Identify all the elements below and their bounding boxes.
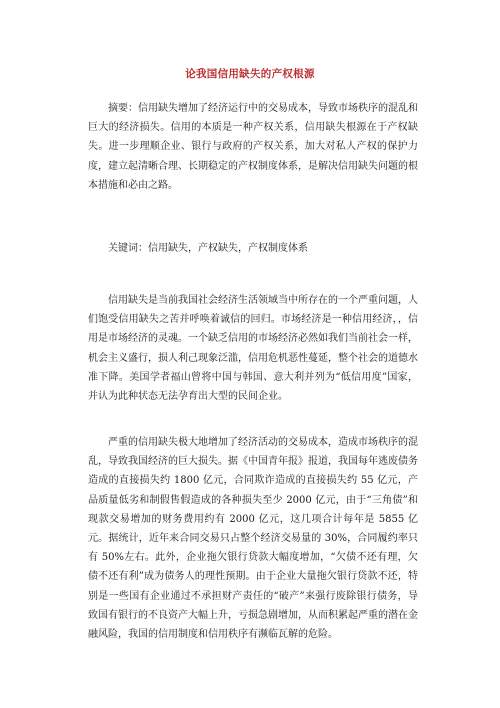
body-paragraph-2: 严重的信用缺失极大地增加了经济活动的交易成本，造成市场秩序的混乱，导致我国经济的巨大损失。据《中国青年报》报道，我国每年逃废债务造成的直接损失约 1800 亿元，合同欺诈造成的直接损失约 55 亿元，产品质量低劣和制假售假造成的各种损失至少 2000 亿元，由于“三角债”和现款交易增加的财务费用约有 2000 亿元，这几项合计每年是 5855 亿元。据统计，近年来合同交易只占整个经济交易量的 30%，合同履约率只有 50%左右。此外，企业拖欠银行贷款大幅度增加，“欠债不还有理，欠债不还有利”成为债务人的理性预期。由于企业大量拖欠银行贷款不还，特别是一些国有企业通过不承担财产责任的“破产”来强行废除银行债务，导致国有银行的不良资产大幅上升，亏损急剧增加，从而积累起严重的潜在金融风险，我国的信用制度和信用秩序有濒临瓦解的危险。 [88, 437, 418, 641]
keywords-line: 关键词：信用缺失，产权缺失，产权制度体系 [108, 243, 308, 254]
abstract-paragraph: 摘要：信用缺失增加了经济运行中的交易成本，导致市场秩序的混乱和巨大的经济损失。信用的本质是一种产权关系，信用缺失根源在于产权缺失。进一步理顺企业、银行与政府的产权关系，加大对私人产权的保护力度，建立起清晰合理、长期稳定的产权制度体系，是解决信用缺失问题的根本措施和必由之路。 [88, 103, 418, 191]
body-paragraph-1: 信用缺失是当前我国社会经济生活领域当中所存在的一个严重问题，人们饱受信用缺失之苦并呼唤着诚信的回归。市场经济是一种信用经济，，信用是市场经济的灵魂。一个缺乏信用的市场经济必然如我们当前社会一样，机会主义盛行，损人利己现象泛滥，信用危机恶性蔓延，整个社会的道德水准下降。美国学者福山曾将中国与韩国、意大利并列为“低信用度”国家，并认为此种状态无法孕育出大型的民间企业。 [88, 295, 418, 403]
document-title: 论我国信用缺失的产权根源 [185, 68, 315, 80]
